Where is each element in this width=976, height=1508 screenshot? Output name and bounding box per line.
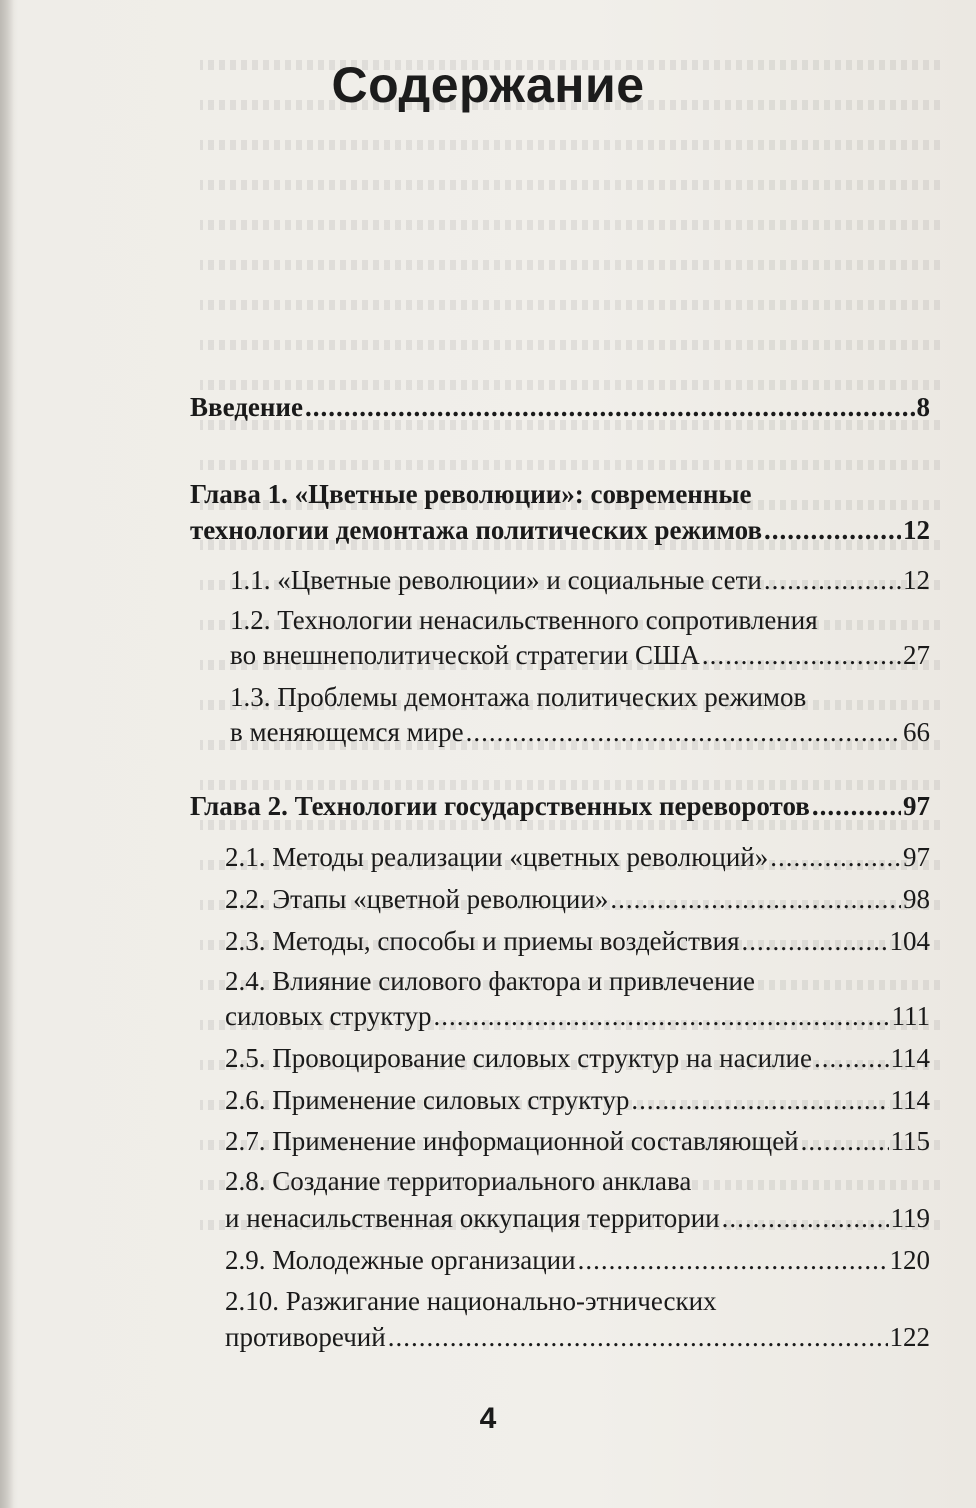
toc-entry-page: 114 bbox=[890, 1043, 930, 1073]
toc-entry-title: 2.9. Молодежные организации bbox=[225, 1245, 576, 1275]
leader-dots bbox=[812, 789, 901, 823]
toc-entry-title: Глава 2. Технологии государственных переворотов bbox=[190, 791, 810, 821]
page-title: Содержание bbox=[331, 57, 645, 113]
toc-entry-title: 2.2. Этапы «цветной революции» bbox=[225, 884, 609, 914]
toc-entry-title: 2.3. Методы, способы и приемы воздействия bbox=[225, 926, 740, 956]
leader-dots bbox=[764, 563, 901, 597]
toc-entry-2-10[interactable] bbox=[225, 1320, 930, 1354]
toc-2-4-line-1[interactable]: 2.4. Влияние силового фактора и привлечение bbox=[225, 966, 755, 996]
toc-entry-title: 2.1. Методы реализации «цветных революций» bbox=[225, 842, 769, 872]
leader-dots bbox=[742, 924, 888, 958]
toc-1-3-line-1[interactable]: 1.3. Проблемы демонтажа политических режимов bbox=[230, 682, 807, 712]
toc-entry-title: 2.5. Провоцирование силовых структур на насилие bbox=[225, 1043, 812, 1073]
toc-entry-page: 97 bbox=[903, 791, 930, 821]
toc-entry-page: 98 bbox=[903, 884, 930, 914]
leader-dots bbox=[764, 513, 901, 547]
toc-entry-title: технологии демонтажа политических режимов bbox=[190, 515, 763, 545]
toc-entry-page: 8 bbox=[916, 392, 930, 422]
toc-entry-2-1[interactable] bbox=[225, 840, 930, 874]
toc-entry-page: 119 bbox=[890, 1203, 930, 1233]
toc-entry-title: в меняющемся мире bbox=[230, 717, 464, 747]
leader-dots bbox=[434, 999, 890, 1033]
leader-dots bbox=[722, 1201, 889, 1235]
toc-entry-page: 122 bbox=[889, 1322, 930, 1352]
toc-entry-page: 66 bbox=[903, 717, 930, 747]
toc-entry-page: 97 bbox=[903, 842, 930, 872]
toc-entry-page: 104 bbox=[889, 926, 930, 956]
toc-chapter-1-line-1[interactable]: Глава 1. «Цветные революции»: современные bbox=[190, 479, 752, 509]
toc-entry-2-7[interactable] bbox=[225, 1124, 930, 1158]
leader-dots bbox=[305, 390, 915, 424]
toc-1-2-line-1[interactable]: 1.2. Технологии ненасильственного сопротивления bbox=[230, 605, 818, 635]
toc-entry-page: 12 bbox=[903, 565, 930, 595]
toc-entry-2-2[interactable] bbox=[225, 882, 930, 916]
toc-entry-title: и ненасильственная оккупация территории bbox=[225, 1203, 720, 1233]
toc-entry-1-2[interactable] bbox=[230, 638, 930, 672]
toc-entry-1-1[interactable] bbox=[230, 563, 930, 597]
toc-entry-title: силовых структур bbox=[225, 1001, 432, 1031]
leader-dots bbox=[578, 1243, 888, 1277]
toc-entry-2-4[interactable] bbox=[225, 999, 930, 1033]
toc-entry-2-9[interactable] bbox=[225, 1243, 930, 1277]
toc-2-8-line-1[interactable]: 2.8. Создание территориального анклава bbox=[225, 1166, 692, 1196]
toc-entry-page: 12 bbox=[903, 515, 930, 545]
toc-entry-page: 115 bbox=[890, 1126, 930, 1156]
toc-entry-2-6[interactable] bbox=[225, 1083, 930, 1117]
toc-entry-2-3[interactable] bbox=[225, 924, 930, 958]
leader-dots bbox=[388, 1320, 888, 1354]
toc-entry-title: 2.6. Применение силовых структур bbox=[225, 1085, 630, 1115]
toc-entry-1-3[interactable] bbox=[230, 715, 930, 749]
toc-entry-chapter-2[interactable] bbox=[190, 789, 930, 823]
toc-entry-page: 114 bbox=[890, 1085, 930, 1115]
toc-entry-title: Введение bbox=[190, 392, 303, 422]
spine-shadow bbox=[0, 0, 14, 1508]
toc-entry-introduction[interactable] bbox=[190, 390, 930, 424]
toc-entry-title: противоречий bbox=[225, 1322, 386, 1352]
toc-entry-2-5[interactable] bbox=[225, 1041, 930, 1075]
toc-entry-page: 120 bbox=[889, 1245, 930, 1275]
toc-entry-title: 2.7. Применение информационной составляющей bbox=[225, 1126, 799, 1156]
leader-dots bbox=[770, 840, 901, 874]
toc-entry-title: 1.1. «Цветные революции» и социальные сети bbox=[230, 565, 762, 595]
toc-2-10-line-1[interactable]: 2.10. Разжигание национально-этнических bbox=[225, 1286, 717, 1316]
toc-entry-title: во внешнеполитической стратегии США bbox=[230, 640, 700, 670]
leader-dots bbox=[814, 1041, 889, 1075]
toc-entry-chapter-1[interactable] bbox=[190, 513, 930, 547]
page-number: 4 bbox=[479, 1402, 497, 1435]
toc-entry-2-8[interactable] bbox=[225, 1201, 930, 1235]
toc-entry-page: 27 bbox=[903, 640, 930, 670]
toc-entry-page: 111 bbox=[891, 1001, 930, 1031]
leader-dots bbox=[610, 882, 901, 916]
leader-dots bbox=[801, 1124, 889, 1158]
leader-dots bbox=[702, 638, 901, 672]
leader-dots bbox=[466, 715, 901, 749]
leader-dots bbox=[631, 1083, 888, 1117]
